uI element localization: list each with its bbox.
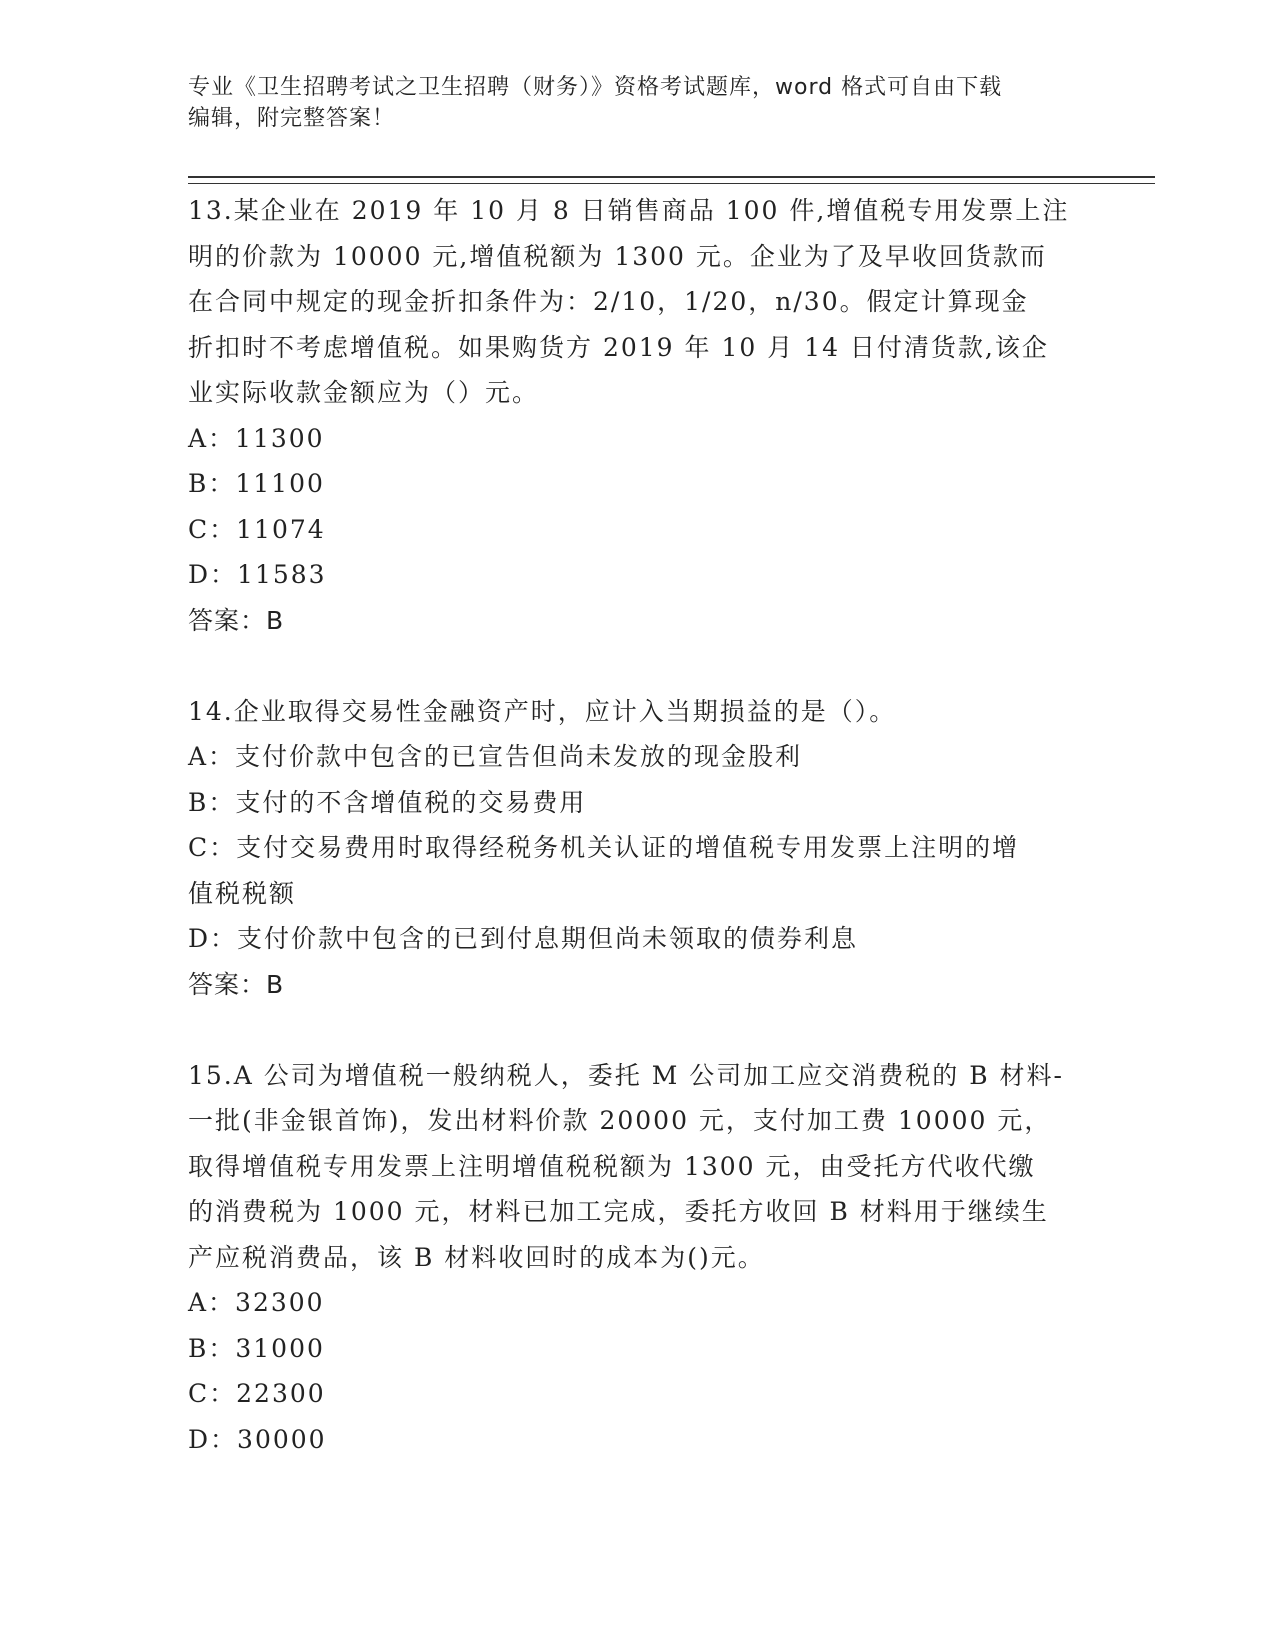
option-b: B：11100 [188, 469, 325, 498]
question-text-line: 折扣时不考虑增值税。如果购货方 2019 年 10 月 14 日付清货款,该企 [188, 332, 1049, 362]
option-c: C：11074 [188, 514, 326, 544]
question-text-line: 的消费税为 1000 元，材料已加工完成，委托方收回 B 材料用于继续生 [188, 1197, 1049, 1226]
option-a: A：11300 [188, 423, 325, 453]
option-a: A：支付价款中包含的已宣告但尚未发放的现金股利 [188, 742, 803, 771]
document-header [188, 72, 1088, 134]
spacer [188, 1007, 1078, 1053]
question-text-line: 业实际收款金额应为（）元。 [188, 378, 540, 407]
answer-line: 答案：B [188, 605, 285, 635]
question-text-line: 15.A 公司为增值税一般纳税人，委托 M 公司加工应交消费税的 B 材料- [188, 1060, 1064, 1090]
option-d: D：11583 [188, 560, 327, 589]
option-c-continued: 值税税额 [188, 878, 297, 908]
spacer [188, 643, 1078, 689]
question-text-line: 一批(非金银首饰)，发出材料价款 20000 元，支付加工费 10000 元， [188, 1106, 1052, 1135]
header-line-2: 编辑，附完整答案！ [188, 106, 396, 131]
option-c: C：支付交易费用时取得经税务机关认证的增值税专用发票上注明的增 [188, 833, 1020, 862]
question-text-line: 明的价款为 10000 元,增值税额为 1300 元。企业为了及早收回货款而 [188, 241, 1047, 271]
option-b: B：31000 [188, 1333, 325, 1363]
option-d: D：30000 [188, 1424, 327, 1454]
question-text-line: 在合同中规定的现金折扣条件为：2/10，1/20，n/30。假定计算现金 [188, 287, 1029, 316]
question-list [188, 188, 1078, 1462]
question-text-line: 14.企业取得交易性金融资产时，应计入当期损益的是（）。 [188, 696, 897, 726]
question-15 [188, 1053, 1078, 1463]
question-text-line: 产应税消费品，该 B 材料收回时的成本为()元。 [188, 1242, 765, 1272]
option-b: B：支付的不含增值税的交易费用 [188, 787, 587, 817]
answer-line: 答案：B [188, 969, 285, 999]
header-divider-thin [188, 183, 1155, 184]
header-line-1: 专业《卫生招聘考试之卫生招聘（财务）》资格考试题库，word 格式可自由下载 [188, 75, 1003, 100]
option-a: A：32300 [188, 1288, 325, 1317]
header-divider-thick [188, 176, 1155, 178]
question-14 [188, 689, 1078, 1008]
option-d: D：支付价款中包含的已到付息期但尚未领取的债券利息 [188, 924, 859, 953]
question-text-line: 13.某企业在 2019 年 10 月 8 日销售商品 100 件,增值税专用发票上注 [188, 196, 1070, 225]
question-text-line: 取得增值税专用发票上注明增值税税额为 1300 元，由受托方代收代缴 [188, 1151, 1036, 1181]
option-c: C：22300 [188, 1379, 326, 1408]
question-13 [188, 188, 1078, 643]
